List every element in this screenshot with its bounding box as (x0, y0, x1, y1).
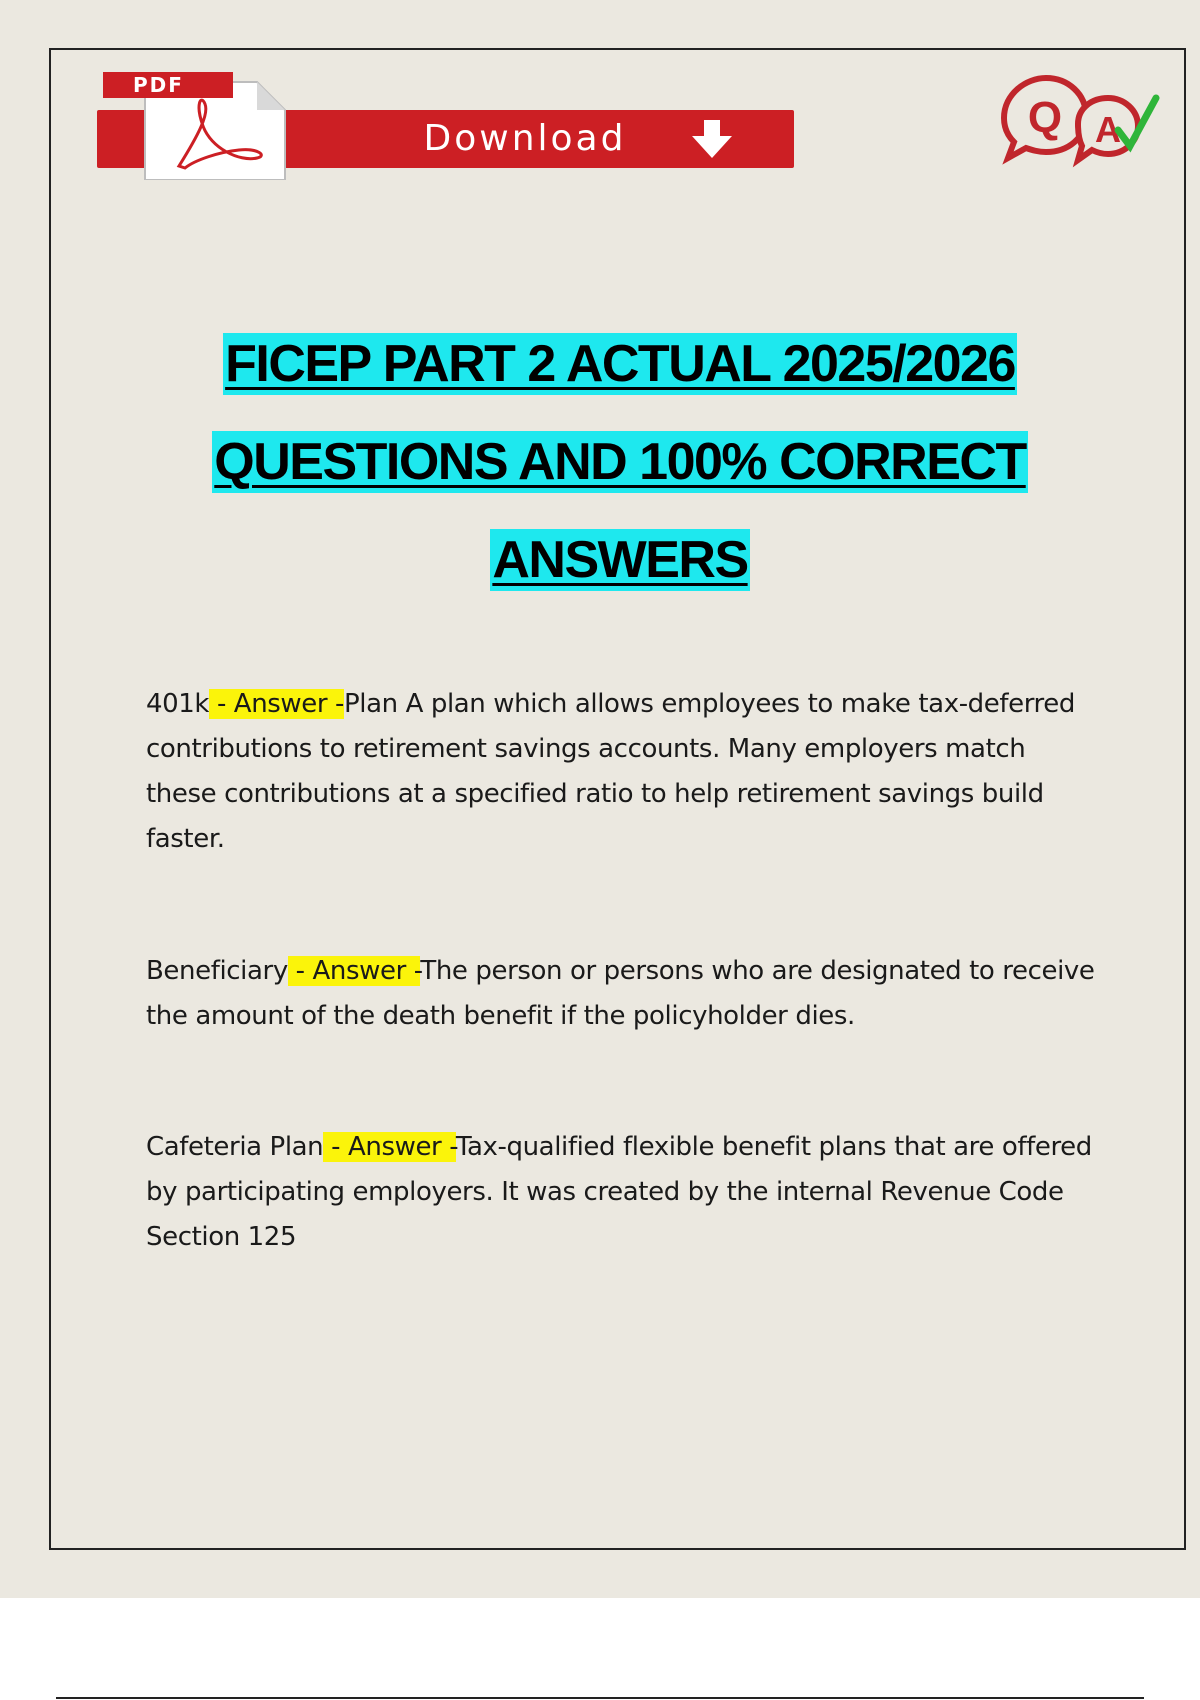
entry-answer: Plan A plan which allows employees to make tax-deferred contributions to retirement savings accounts. Many employers match these contributions at a specified ratio to help retirement savings build faster. (146, 689, 1075, 854)
entry-answer: The person or persons who are designated to receive the amount of the death benefit if the policyholder dies. (146, 956, 1095, 1031)
entry-answer: Tax-qualified flexible benefit plans that are offered by participating employers. It was created by the internal Revenue Code Section 125 (146, 1132, 1092, 1252)
document-title (100, 315, 1140, 609)
answer-marker: - Answer - (287, 956, 421, 986)
pdf-download-banner[interactable] (97, 70, 794, 180)
title-line-2: QUESTIONS AND 100% CORRECT (214, 433, 1026, 491)
footer-divider (56, 1697, 1144, 1699)
entry-term: Beneficiary (146, 956, 288, 986)
qa-entry (146, 682, 1101, 862)
pdf-tag: PDF (103, 72, 233, 98)
qa-check-logo (990, 70, 1160, 170)
a-letter: A (1095, 109, 1121, 150)
qa-entry (146, 949, 1101, 1039)
entry-term: 401k (146, 689, 210, 719)
title-line-3: ANSWERS (492, 531, 748, 589)
entry-term: Cafeteria Plan (146, 1132, 324, 1162)
title-line-1: FICEP PART 2 ACTUAL 2025/2026 (225, 335, 1015, 393)
download-arrow-icon (682, 116, 742, 162)
answer-marker: - Answer - (209, 689, 345, 719)
qa-entry (146, 1125, 1101, 1260)
q-letter: Q (1027, 93, 1063, 142)
answer-marker: - Answer - (323, 1132, 456, 1162)
download-label[interactable]: Download (423, 118, 627, 159)
